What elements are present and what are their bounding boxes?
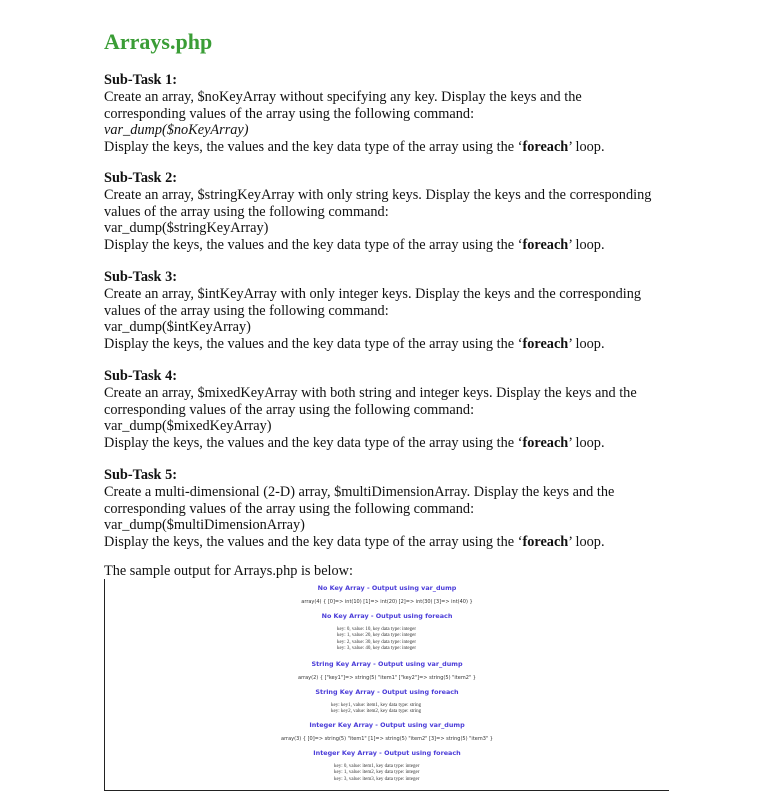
- no-key-foreach-output: [337, 627, 416, 653]
- display-text-end: ’ loop.: [568, 434, 605, 451]
- output-line: key: 3, value: item3, key data type: integer: [334, 776, 420, 782]
- display-text: Display the keys, the values and the key data type of the array using the ‘: [104, 138, 523, 155]
- string-key-dump-heading: String Key Array - Output using var_dump: [311, 660, 463, 668]
- string-key-foreach-output: [331, 703, 421, 716]
- foreach-keyword: foreach: [522, 533, 569, 550]
- output-line: key: 2, value: 30, key data type: integer: [337, 639, 417, 645]
- sample-output-image: [104, 579, 669, 791]
- task-command: var_dump($mixedKeyArray): [104, 418, 272, 435]
- task-description-line: corresponding values of the array using the following command:: [104, 500, 475, 517]
- no-key-dump-heading: No Key Array - Output using var_dump: [317, 584, 457, 592]
- sub-task-2: [104, 170, 684, 253]
- task-display-line: [104, 534, 684, 550]
- sub-task-heading: Sub-Task 4:: [104, 368, 177, 384]
- task-description-line: Create an array, $mixedKeyArray with both string and integer keys. Display the keys and the: [104, 385, 637, 402]
- display-text: Display the keys, the values and the key data type of the array using the ‘: [104, 335, 523, 352]
- sub-task-heading: Sub-Task 3:: [104, 269, 177, 285]
- task-command: var_dump($stringKeyArray): [104, 220, 269, 237]
- sub-task-4: [104, 368, 684, 451]
- display-text: Display the keys, the values and the key data type of the array using the ‘: [104, 236, 523, 253]
- display-text-end: ’ loop.: [568, 138, 605, 155]
- task-command: var_dump($intKeyArray): [104, 319, 251, 336]
- int-key-dump-output: array(3) { [0]=> string(5) "item1" [1]=> string(5) "item2" [3]=> string(5) "item3" }: [281, 736, 493, 742]
- display-text-end: ’ loop.: [568, 335, 605, 352]
- output-line: key: 1, value: 20, key data type: integer: [337, 633, 417, 639]
- output-line: key: 1, value: item2, key data type: integer: [334, 770, 420, 776]
- sub-task-heading: Sub-Task 5:: [104, 467, 177, 483]
- no-key-dump-output: array(4) { [0]=> int(10) [1]=> int(20) [2]=> int(30) [3]=> int(40) }: [301, 599, 473, 605]
- no-key-foreach-heading: No Key Array - Output using foreach: [321, 612, 453, 620]
- sub-task-5: [104, 467, 684, 550]
- task-description-line: corresponding values of the array using the following command:: [104, 401, 475, 418]
- sub-task-heading: Sub-Task 2:: [104, 170, 177, 186]
- output-line: key: 0, value: 10, key data type: integer: [337, 627, 417, 632]
- display-text-end: ’ loop.: [568, 533, 605, 550]
- sub-task-3: [104, 269, 684, 352]
- task-display-line: [104, 237, 684, 253]
- task-display-line: [104, 336, 684, 352]
- task-description-line: Create an array, $stringKeyArray with only string keys. Display the keys and the corresponding: [104, 187, 652, 204]
- foreach-keyword: foreach: [522, 236, 569, 253]
- int-key-foreach-output: [334, 764, 419, 783]
- foreach-keyword: foreach: [522, 434, 569, 451]
- display-text-end: ’ loop.: [568, 236, 605, 253]
- task-description-line: Create an array, $noKeyArray without specifying any key. Display the keys and the: [104, 89, 582, 106]
- sample-output-intro: The sample output for Arrays.php is below:: [104, 563, 353, 579]
- display-text: Display the keys, the values and the key data type of the array using the ‘: [104, 434, 523, 451]
- foreach-keyword: foreach: [522, 138, 569, 155]
- sub-task-1: [104, 72, 684, 155]
- task-display-line: [104, 139, 684, 155]
- output-line: key: 0, value: item1, key data type: integer: [334, 764, 420, 769]
- string-key-dump-output: array(2) { ["key1"]=> string(5) "item1" ["key2"]=> string(5) "item2" }: [298, 675, 476, 681]
- task-command: var_dump($noKeyArray): [104, 122, 249, 139]
- task-command: var_dump($multiDimensionArray): [104, 517, 305, 534]
- output-line: key: key2, value: item2, key data type: string: [331, 709, 422, 715]
- task-description-line: corresponding values of the array using the following command:: [104, 105, 475, 122]
- task-description-line: values of the array using the following command:: [104, 302, 389, 319]
- string-key-foreach-heading: String Key Array - Output using foreach: [315, 688, 459, 696]
- page-title: Arrays.php: [104, 29, 213, 54]
- output-line: key: 3, value: 40, key data type: integer: [337, 646, 417, 652]
- display-text: Display the keys, the values and the key data type of the array using the ‘: [104, 533, 523, 550]
- foreach-keyword: foreach: [522, 335, 569, 352]
- int-key-dump-heading: Integer Key Array - Output using var_dump: [309, 721, 465, 729]
- task-description-line: Create a multi-dimensional (2-D) array, $multiDimensionArray. Display the keys and the: [104, 484, 615, 501]
- sub-task-heading: Sub-Task 1:: [104, 72, 177, 88]
- task-description-line: values of the array using the following command:: [104, 203, 389, 220]
- task-description-line: Create an array, $intKeyArray with only integer keys. Display the keys and the corresponding: [104, 286, 642, 303]
- task-display-line: [104, 435, 684, 451]
- output-line: key: key1, value: item1, key data type: string: [331, 703, 422, 708]
- int-key-foreach-heading: Integer Key Array - Output using foreach: [313, 749, 461, 757]
